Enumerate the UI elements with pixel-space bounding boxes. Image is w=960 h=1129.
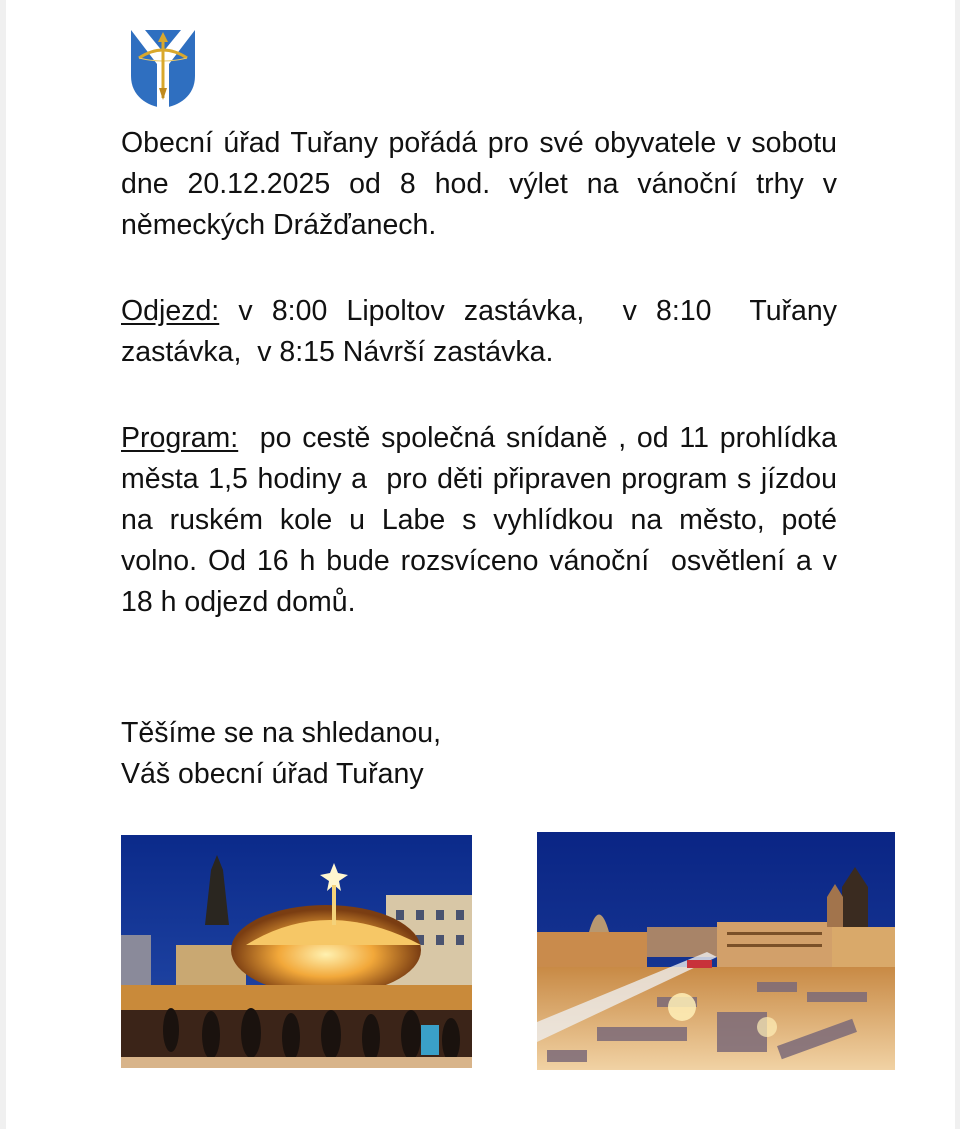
- page-edge-left: [0, 0, 6, 1129]
- page-edge-right: [955, 0, 960, 1129]
- carousel-christmas-market-photo: [121, 835, 472, 1068]
- coat-of-arms-logo: [129, 28, 197, 110]
- program-label: Program:: [121, 422, 239, 454]
- closing-sender: Váš obecní úřad Tuřany: [121, 758, 424, 790]
- departure-paragraph: [121, 291, 845, 373]
- intro-paragraph: Obecní úřad Tuřany pořádá pro své obyvatele v sobotu dne 20.12.2025 od 8 hod. výlet na vánoční trhy v německých Drážďanech.: [121, 127, 837, 241]
- closing-greeting: Těšíme se na shledanou,: [121, 717, 442, 749]
- departure-label: Odjezd:: [121, 295, 220, 327]
- departure-text: v 8:00 Lipoltov zastávka, v 8:10 Tuřany zastávka, v 8:15 Návrší zastávka.: [121, 295, 845, 368]
- program-text: po cestě společná snídaně , od 11 prohlídka města 1,5 hodiny a pro děti připraven program s jízdou na ruském kole u Labe s vyhlídkou na město, poté volno. Od 16 h bude rozsvíceno vánoční osvětlení a v 18 h odjezd domů.: [121, 422, 845, 618]
- closing-signature: [121, 713, 441, 795]
- program-paragraph: [121, 418, 845, 623]
- christmas-market-overview-photo: [537, 832, 895, 1070]
